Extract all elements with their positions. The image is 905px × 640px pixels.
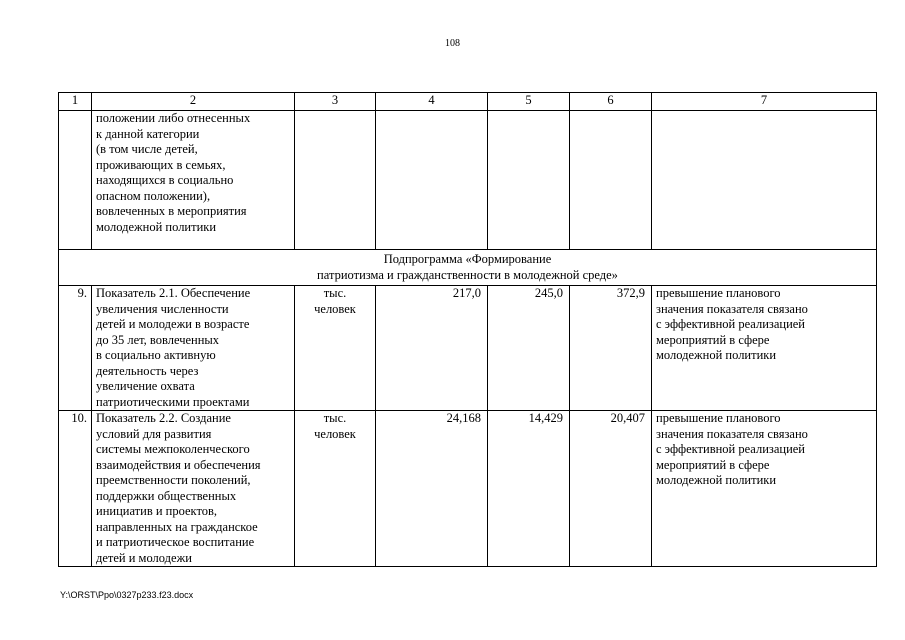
unit-line: человек	[314, 301, 356, 316]
text-line: мероприятий в сфере	[656, 332, 770, 347]
text-line: условий для развития	[96, 426, 212, 441]
empty-cell	[295, 111, 376, 250]
text-line: поддержки общественных	[96, 488, 237, 503]
page-number: 108	[445, 38, 460, 49]
empty-cell	[376, 111, 488, 250]
empty-cell	[570, 111, 652, 250]
text-line: деятельность через	[96, 363, 199, 378]
text-line: превышение планового	[656, 411, 781, 425]
text-line: проживающих в семьях,	[96, 157, 226, 172]
text-line: находящихся в социально	[96, 173, 234, 187]
text-line: взаимодействия и обеспечения	[96, 457, 261, 472]
text-line: (в том числе детей,	[96, 142, 198, 156]
text-line: к данной категории	[96, 126, 200, 141]
text-line: и патриотическое воспитание	[96, 535, 255, 549]
text-line: Показатель 2.1. Обеспечение	[96, 286, 251, 300]
note-cell	[652, 411, 877, 567]
table-row	[59, 411, 877, 567]
subprogram-title	[59, 250, 877, 286]
table-row	[59, 286, 877, 411]
value-cell-col6: 20,407	[570, 411, 652, 567]
text-line: с эффективной реализацией	[656, 442, 805, 456]
value-cell-col4: 217,0	[376, 286, 488, 411]
column-header: 6	[570, 93, 652, 111]
table-row-continuation	[59, 111, 877, 250]
text-line: детей и молодежи	[96, 550, 192, 565]
text-line: увеличения численности	[96, 301, 229, 316]
row-number: 10.	[59, 411, 92, 567]
empty-cell	[488, 111, 570, 250]
subprogram-row	[59, 250, 877, 286]
column-header: 3	[295, 93, 376, 111]
text-line: преемственности поколений,	[96, 473, 251, 487]
row-number	[59, 111, 92, 250]
column-header: 5	[488, 93, 570, 111]
text-line: молодежной политики	[96, 219, 217, 234]
text-line: детей и молодежи в возрасте	[96, 317, 250, 331]
unit-line: человек	[314, 426, 356, 441]
column-header: 2	[92, 93, 295, 111]
footer-file-path: Y:\ORST\Ppo\0327p233.f23.docx	[60, 590, 194, 600]
value-cell-col5: 14,429	[488, 411, 570, 567]
row-number: 9.	[59, 286, 92, 411]
text-line: мероприятий в сфере	[656, 457, 770, 472]
column-header: 7	[652, 93, 877, 111]
text-line: системы межпоколенческого	[96, 442, 250, 456]
unit-cell	[295, 286, 376, 411]
text-line: инициатив и проектов,	[96, 504, 218, 518]
column-header: 4	[376, 93, 488, 111]
subprogram-title-line: патриотизма и гражданственности в молодежной среде»	[317, 267, 618, 282]
table-header-row	[59, 93, 877, 111]
indicator-description	[92, 286, 295, 411]
text-line: значения показателя связано	[656, 426, 808, 441]
text-line: патриотическими проектами	[96, 394, 250, 409]
unit-cell	[295, 411, 376, 567]
text-line: значения показателя связано	[656, 301, 808, 316]
text-line: молодежной политики	[656, 473, 777, 487]
value-cell-col6: 372,9	[570, 286, 652, 411]
note-cell	[652, 286, 877, 411]
text-line: направленных на гражданское	[96, 519, 258, 534]
indicator-description	[92, 111, 295, 250]
report-table	[58, 92, 877, 567]
empty-cell	[652, 111, 877, 250]
text-line: с эффективной реализацией	[656, 317, 805, 331]
text-line: молодежной политики	[656, 348, 777, 362]
unit-line: тыс.	[323, 286, 347, 300]
text-line: увеличение охвата	[96, 379, 195, 393]
text-line: опасном положении),	[96, 188, 211, 203]
text-line: в социально активную	[96, 348, 216, 362]
column-header: 1	[59, 93, 92, 111]
unit-line: тыс.	[323, 411, 347, 425]
value-cell-col4: 24,168	[376, 411, 488, 567]
text-line: вовлеченных в мероприятия	[96, 204, 247, 218]
subprogram-title-line: Подпрограмма «Формирование	[383, 252, 552, 266]
text-line: положении либо отнесенных	[96, 111, 251, 125]
value-cell-col5: 245,0	[488, 286, 570, 411]
text-line: превышение планового	[656, 286, 781, 300]
text-line: до 35 лет, вовлеченных	[96, 332, 220, 347]
text-line: Показатель 2.2. Создание	[96, 411, 231, 425]
indicator-description	[92, 411, 295, 567]
